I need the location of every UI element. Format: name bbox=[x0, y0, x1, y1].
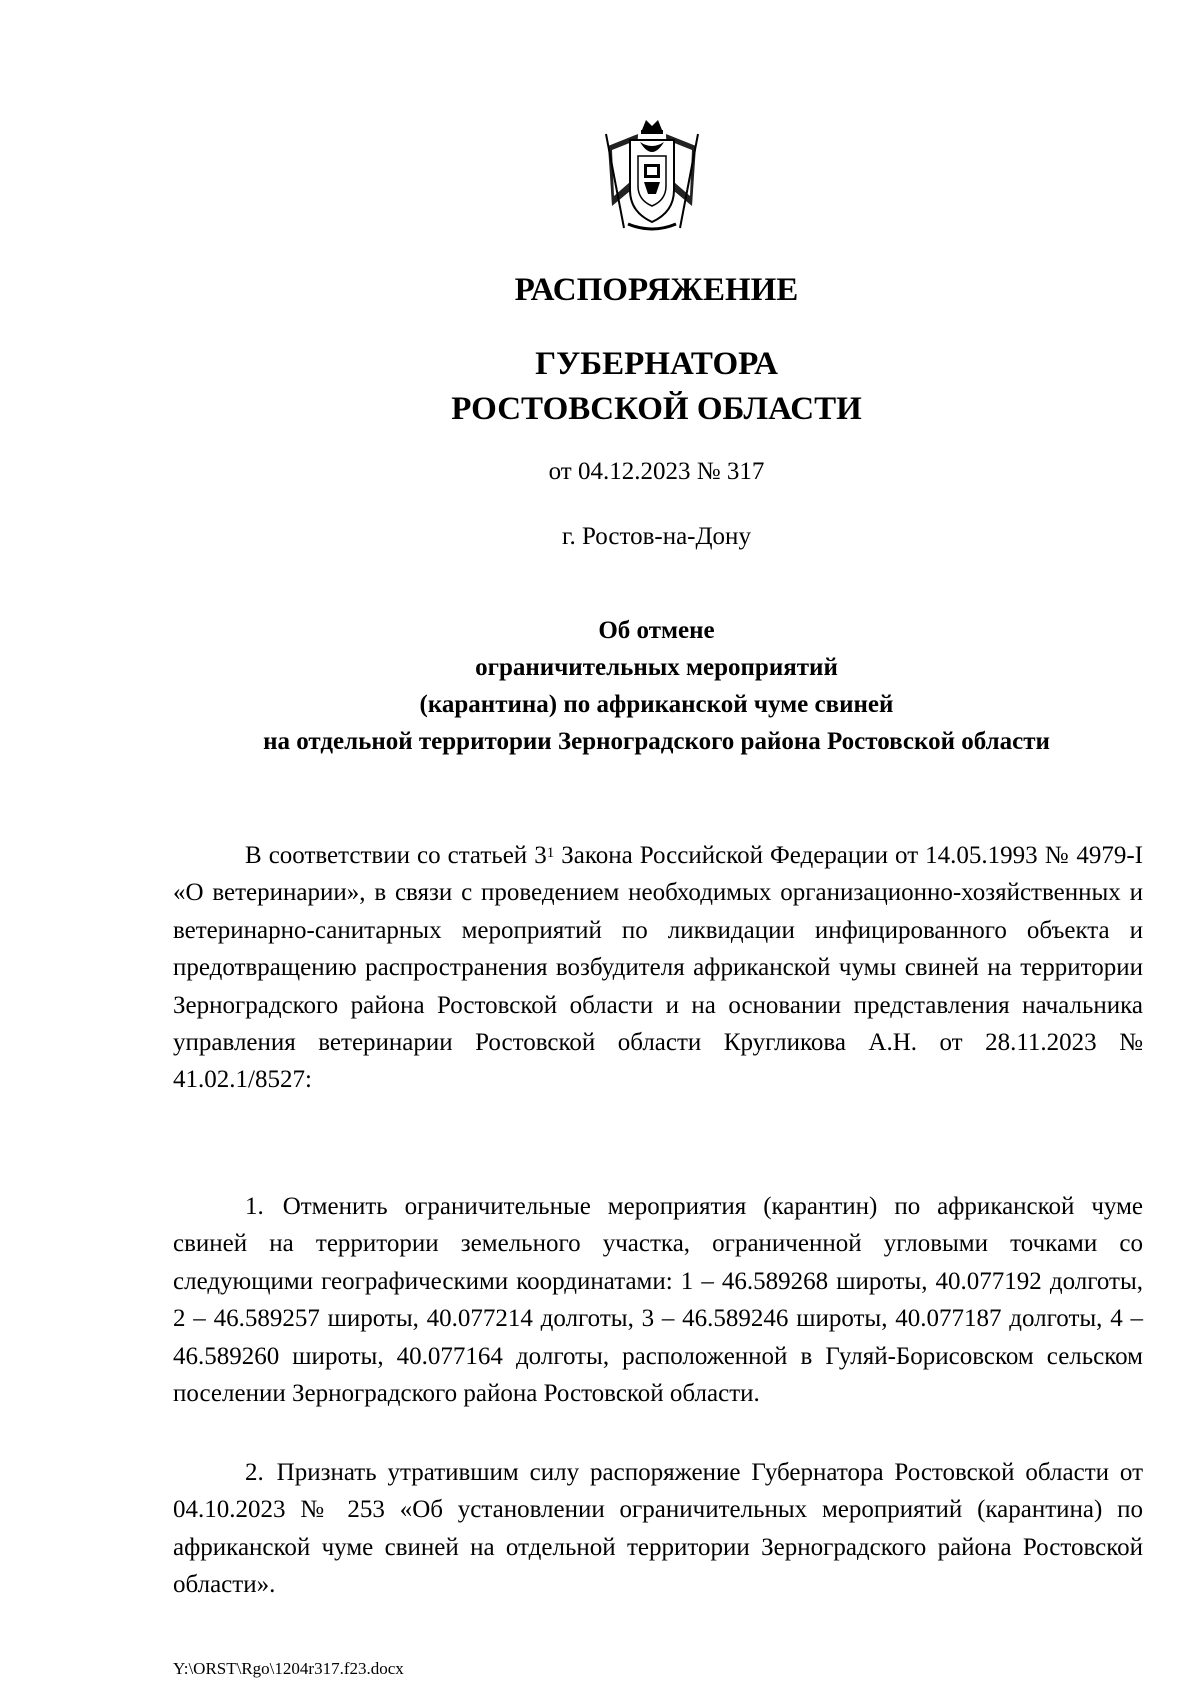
article-superscript: 1 bbox=[546, 845, 555, 861]
issuing-authority bbox=[0, 342, 1200, 432]
document-title: РАСПОРЯЖЕНИЕ bbox=[514, 272, 799, 308]
city-line: г. Ростов-на-Дону bbox=[562, 523, 751, 550]
subject-line: Об отмене bbox=[598, 617, 715, 644]
authority-line-2: РОСТОВСКОЙ ОБЛАСТИ bbox=[451, 391, 862, 427]
subject-line: ограничительных мероприятий bbox=[475, 654, 838, 681]
item-2-text: Признать утратившим силу распоряжение Губернатора Ростовской области от 04.10.2023 № 253 «Об установлении ограничительных мероприятий (карантина) по африканской чуме свиней на отдельной территории Зерноградского района Ростовской области». bbox=[173, 1459, 1143, 1599]
preamble-text-start: В соответствии со статьей 3 bbox=[245, 842, 547, 869]
authority-line-1: ГУБЕРНАТОРА bbox=[535, 346, 778, 382]
item-1-paragraph bbox=[173, 1188, 1143, 1412]
item-2-number: 2. bbox=[245, 1459, 264, 1486]
file-path-footer: Y:\ORST\Rgo\1204r317.f23.docx bbox=[173, 1659, 404, 1678]
item-1-text: Отменить ограничительные мероприятия (карантин) по африканской чуме свиней на территории земельного участка, ограниченной угловыми точками со следующими географическими координатами: 1 – 46.589268 широты, 40.077192 долготы, 2 – 46.589257 широты, 40.077214 долготы, 3 – 46.589246 широты, 40.077187 долготы, 4 – 46.589260 широты, 40.077164 долготы, расположенной в Гуляй-Борисовском сельском поселении Зерноградского района Ростовской области. bbox=[173, 1193, 1144, 1408]
preamble-paragraph bbox=[173, 837, 1143, 1099]
item-2-paragraph bbox=[173, 1454, 1143, 1604]
preamble-text-rest: Закона Российской Федерации от 14.05.1993 № 4979-I «О ветеринарии», в связи с проведением необходимых организационно-хозяйственных и ветеринарно-санитарных мероприятий по ликвидации инфицированного объекта и предотвращению распространения возбудителя африканской чумы свиней на территории Зерноградского района Ростовской области и на основании представления начальника управления ветеринарии Ростовской области Кругликова А.Н. от 28.11.2023 № 41.02.1/8527: bbox=[173, 842, 1144, 1094]
subject-line: (карантина) по африканской чуме свиней bbox=[419, 691, 894, 718]
date-number-line: от 04.12.2023 № 317 bbox=[548, 458, 765, 485]
item-1-number: 1. bbox=[245, 1193, 264, 1220]
coat-of-arms-emblem bbox=[598, 116, 706, 238]
subject-line: на отдельной территории Зерноградского района Ростовской области bbox=[263, 728, 1050, 755]
document-subject bbox=[0, 612, 1200, 760]
